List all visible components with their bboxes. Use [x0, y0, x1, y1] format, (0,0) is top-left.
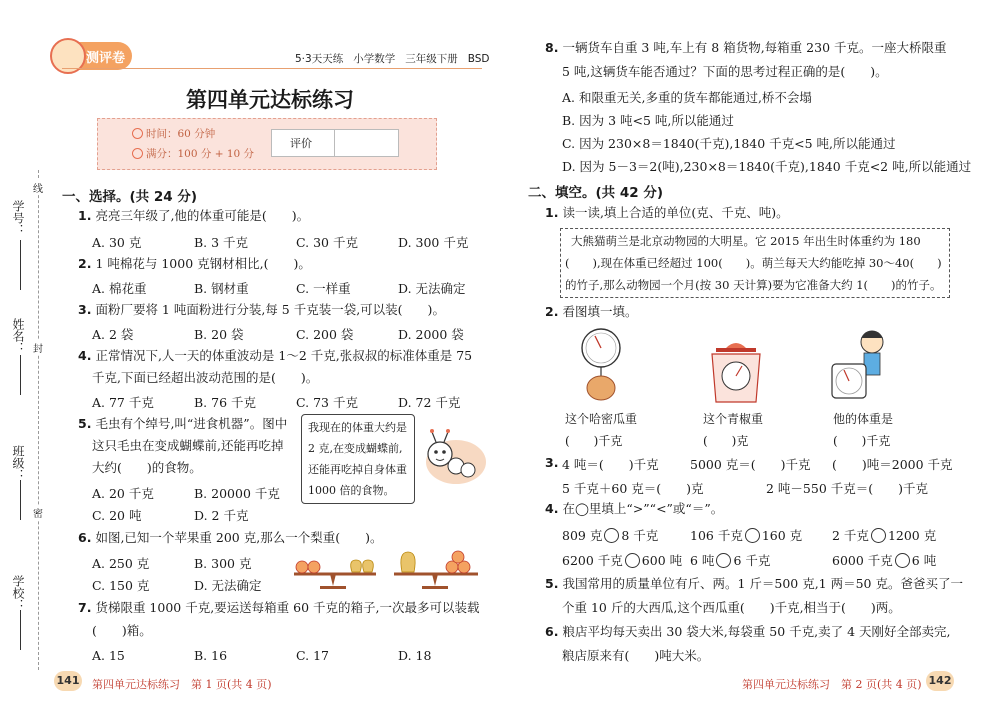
secret-line-label: 密 [33, 505, 43, 520]
q5-option-a[interactable]: A. 20 千克 [92, 486, 154, 501]
question-8-line-1: 一辆货车自重 3 吨,车上有 8 箱货物,每箱重 230 千克。一座大桥限重 [562, 40, 947, 55]
school-label: 学校： [11, 575, 25, 611]
compare-circle-icon[interactable] [625, 553, 640, 568]
question-5-line-3: 大约( )的食物。 [92, 460, 202, 475]
question-3-text: 面粉厂要将 1 吨面粉进行分装,每 5 千克装一袋,可以装( )。 [95, 302, 445, 317]
platform-scale-pepper-icon [706, 340, 766, 404]
section-1-title: 一、选择。(共 24 分) [62, 189, 198, 205]
compare-circle-icon[interactable] [604, 528, 619, 543]
q2-option-a[interactable]: A. 棉花重 [92, 281, 147, 296]
footer-left-text: 第四单元达标练习 第 1 页(共 4 页) [92, 678, 272, 691]
question-6: 6. 如图,已知一个苹果重 200 克,那么一个梨重( )。 [78, 530, 383, 545]
q8-option-d[interactable]: D. 因为 5－3＝2(吨),230×8＝1840(千克),1840 千克<2 吨,所以能通过 [562, 159, 972, 174]
name-label: 姓名： [11, 318, 25, 354]
question-7: 7. 货梯限重 1000 千克,要运送每箱重 60 千克的箱子,一次最多可以装载 [78, 600, 480, 615]
q6-option-a[interactable]: A. 250 克 [92, 556, 150, 571]
name-field[interactable] [20, 355, 21, 395]
footer-right-text: 第四单元达标练习 第 2 页(共 4 页) [742, 678, 922, 691]
school-field[interactable] [20, 610, 21, 650]
question-2-text: 1 吨棉花与 1000 克钢材相比,( )。 [95, 256, 311, 271]
q5-option-b[interactable]: B. 20000 千克 [194, 486, 280, 501]
compare-3: 2 千克 1200 克 [832, 528, 937, 543]
q6-option-d[interactable]: D. 无法确定 [194, 578, 262, 593]
fill-question-5-line-1: 我国常用的质量单位有斤、两。1 斤＝500 克,1 两＝50 克。爸爸买了一 [562, 576, 963, 591]
cut-line-label: 线 [33, 180, 43, 195]
q2-option-c[interactable]: C. 一样重 [296, 281, 351, 296]
score-icon [132, 148, 143, 159]
question-5-line-2: 这只毛虫在变成蝴蝶前,还能再吃掉 [92, 438, 284, 453]
boy-weight-caption: 他的体重是 [833, 412, 894, 426]
question-5-line-1: 毛虫有个绰号,叫“进食机器”。图中 [95, 416, 288, 431]
q7-option-d[interactable]: D. 18 [398, 648, 432, 663]
info-box [97, 118, 437, 170]
compare-5: 6 吨 6 千克 [690, 553, 771, 568]
boy-on-scale-icon [830, 326, 892, 404]
edition-name: BSD [467, 53, 490, 65]
q1-option-c[interactable]: C. 30 千克 [296, 235, 358, 250]
q4-option-a[interactable]: A. 77 千克 [92, 395, 154, 410]
grade-name: 三年级下册 [405, 53, 458, 65]
caterpillar-speech-bubble: 我现在的体重大约是 2 克,在变成蝴蝶前, 还能再吃掉自身体重 1000 倍的食物。 [301, 414, 415, 504]
q4-option-d[interactable]: D. 72 千克 [398, 395, 461, 410]
question-4-line-1: 正常情况下,人一天的体重波动是 1～2 千克,张叔叔的标准体重是 75 [95, 348, 473, 363]
q4-option-b[interactable]: B. 76 千克 [194, 395, 257, 410]
time-limit: 时间：60 分钟 [146, 128, 216, 140]
fill-question-6: 6. 粮店平均每天卖出 30 袋大米,每袋重 50 千克,卖了 4 天刚好全部卖完, [545, 624, 951, 639]
subject-name: 小学数学 [353, 53, 396, 65]
fill-question-3: 3. [545, 455, 559, 470]
pepper-answer[interactable]: ( )克 [703, 434, 749, 448]
conversion-4[interactable]: 5 千克＋60 克＝( )克 [562, 481, 704, 496]
melon-answer[interactable]: ( )千克 [565, 434, 623, 448]
compare-6: 6000 千克 6 吨 [832, 553, 937, 568]
clock-icon [132, 128, 143, 139]
question-4-line-2: 千克,下面已经超出波动范围的是( )。 [92, 370, 319, 385]
q5-option-c[interactable]: C. 20 吨 [92, 508, 142, 523]
fill-question-6-line-2: 粮店原来有( )吨大米。 [562, 648, 710, 663]
scale-apples-pears [294, 560, 376, 589]
q6-option-c[interactable]: C. 150 克 [92, 578, 150, 593]
conversion-1[interactable]: 4 吨＝( )千克 [562, 457, 659, 472]
question-7-line-2: ( )箱。 [92, 623, 152, 638]
fill-question-4-text: 在◯里填上“>”“<”或“＝”。 [562, 501, 724, 516]
compare-circle-icon[interactable] [745, 528, 760, 543]
evaluation-box [271, 129, 399, 157]
question-2: 2. 1 吨棉花与 1000 克钢材相比,( )。 [78, 256, 311, 271]
q3-option-c[interactable]: C. 200 袋 [296, 327, 354, 342]
melon-caption: 这个哈密瓜重 [565, 412, 638, 426]
q1-option-b[interactable]: B. 3 千克 [194, 235, 249, 250]
q3-option-d[interactable]: D. 2000 袋 [398, 327, 464, 342]
q7-option-a[interactable]: A. 15 [92, 648, 125, 663]
q5-option-d[interactable]: D. 2 千克 [194, 508, 249, 523]
q1-option-a[interactable]: A. 30 克 [92, 235, 142, 250]
passage-line-3: 的竹子,那么动物园一个月(按 30 天计算)要为它准备大约 1( )的竹子。 [565, 278, 942, 292]
compare-1: 809 克 8 千克 [562, 528, 659, 543]
header-badge [52, 42, 132, 70]
student-number-label: 学号： [11, 200, 25, 236]
question-8-line-2: 5 吨,这辆货车能否通过？下面的思考过程正确的是( )。 [562, 64, 888, 79]
passage-line-1: 大熊猫萌兰是北京动物园的大明星。它 2015 年出生时体重约为 180 [571, 234, 921, 248]
question-6-text: 如图,已知一个苹果重 200 克,那么一个梨重( )。 [95, 530, 383, 545]
q7-option-c[interactable]: C. 17 [296, 648, 329, 663]
page-number-right: 142 [926, 671, 954, 691]
conversion-2[interactable]: 5000 克＝( )千克 [690, 457, 811, 472]
evaluation-label: 评价 [290, 137, 312, 150]
fill-question-2: 2. 看图填一填。 [545, 304, 638, 319]
seal-line-label: 封 [33, 340, 43, 355]
question-7-line-1: 货梯限重 1000 千克,要运送每箱重 60 千克的箱子,一次最多可以装载 [95, 600, 480, 615]
compare-4: 6200 千克 600 吨 [562, 553, 683, 568]
q1-option-d[interactable]: D. 300 千克 [398, 235, 469, 250]
pepper-caption: 这个青椒重 [703, 412, 764, 426]
fill-question-6-line-1: 粮店平均每天卖出 30 袋大米,每袋重 50 千克,卖了 4 天刚好全部卖完, [562, 624, 951, 639]
q8-option-b[interactable]: B. 因为 3 吨<5 吨,所以能通过 [562, 113, 734, 128]
hanging-scale-melon-icon [578, 326, 624, 404]
evaluation-field[interactable] [335, 130, 397, 156]
badge-label: 测评卷 [86, 51, 126, 66]
fill-question-1: 1. 读一读,填上合适的单位(克、千克、吨)。 [545, 205, 789, 220]
panda-passage-box [560, 228, 950, 298]
compare-2: 106 千克 160 克 [690, 528, 803, 543]
compare-circle-icon[interactable] [716, 553, 731, 568]
fill-question-5: 5. 我国常用的质量单位有斤、两。1 斤＝500 克,1 两＝50 克。爸爸买了一 [545, 576, 963, 591]
q2-option-b[interactable]: B. 钢材重 [194, 281, 249, 296]
question-1-text: 亮亮三年级了,他的体重可能是( )。 [95, 208, 310, 223]
q7-option-b[interactable]: B. 16 [194, 648, 228, 663]
question-5: 5. 毛虫有个绰号,叫“进食机器”。图中 [78, 416, 288, 431]
q6-option-b[interactable]: B. 300 克 [194, 556, 252, 571]
section-2-title: 二、填空。(共 42 分) [528, 185, 664, 201]
scale-pear-apples [394, 551, 478, 589]
fill-question-5-line-2: 个重 10 斤的大西瓜,这个西瓜重( )千克,相当于( )两。 [562, 600, 901, 615]
q2-option-d[interactable]: D. 无法确定 [398, 281, 466, 296]
page-number-left: 141 [54, 671, 82, 691]
q8-option-a[interactable]: A. 和限重无关,多重的货车都能通过,桥不会塌 [562, 90, 812, 105]
question-3: 3. 面粉厂要将 1 吨面粉进行分装,每 5 千克装一袋,可以装( )。 [78, 302, 445, 317]
fill-question-1-text: 读一读,填上合适的单位(克、千克、吨)。 [562, 205, 789, 220]
compare-circle-icon[interactable] [871, 528, 886, 543]
conversion-3[interactable]: ( )吨＝2000 千克 [832, 457, 953, 472]
student-number-field[interactable] [20, 240, 21, 290]
question-1: 1. 亮亮三年级了,他的体重可能是( )。 [78, 208, 310, 223]
series-name: 5·3天天练 [295, 53, 344, 65]
balance-scales-illustration [290, 548, 482, 590]
fill-question-4: 4. 在◯里填上“>”“<”或“＝”。 [545, 501, 724, 516]
q4-option-c[interactable]: C. 73 千克 [296, 395, 358, 410]
caterpillar-icon [414, 418, 486, 490]
q3-option-a[interactable]: A. 2 袋 [92, 327, 134, 342]
passage-line-2: ( ),现在体重已经超过 100( )。萌兰每天大约能吃掉 30～40( ) [565, 256, 942, 270]
compare-circle-icon[interactable] [895, 553, 910, 568]
header-meta [295, 51, 490, 66]
class-field[interactable] [20, 480, 21, 520]
q3-option-b[interactable]: B. 20 袋 [194, 327, 244, 342]
full-score: 满分：100 分 + 10 分 [146, 148, 255, 160]
question-4: 4. 正常情况下,人一天的体重波动是 1～2 千克,张叔叔的标准体重是 75 [78, 348, 473, 363]
page-title: 第四单元达标练习 [186, 87, 354, 112]
question-8: 8. 一辆货车自重 3 吨,车上有 8 箱货物,每箱重 230 千克。一座大桥限重 [545, 40, 947, 55]
class-label: 班级： [11, 445, 25, 481]
conversion-5[interactable]: 2 吨－550 千克＝( )千克 [766, 481, 929, 496]
fill-question-2-text: 看图填一填。 [562, 304, 638, 319]
q8-option-c[interactable]: C. 因为 230×8＝1840(千克),1840 千克<5 吨,所以能通过 [562, 136, 896, 151]
boy-weight-answer[interactable]: ( )千克 [833, 434, 891, 448]
